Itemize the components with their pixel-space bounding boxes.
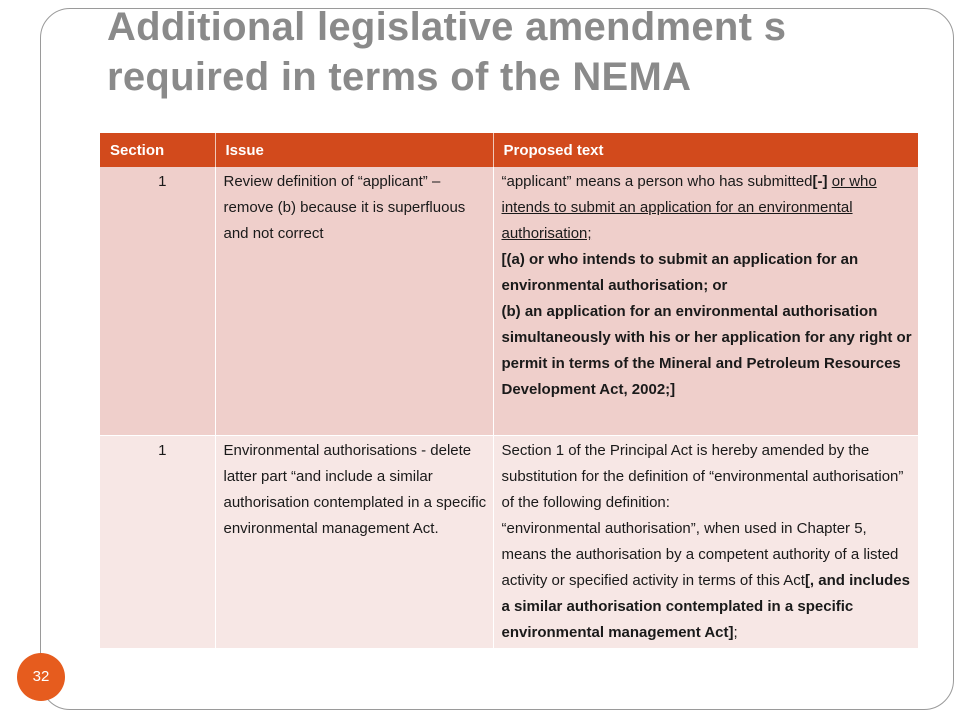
header-issue: Issue [215,133,493,167]
amendments-table-container [100,133,918,715]
row-1-p1-underlined: or who intends to submit an application for an environmental authorisation; [501,173,877,242]
slide-title-line-2: required in terms of the NEMA [107,55,692,99]
slide-title-line-1: Additional legislative amendment s [107,5,787,49]
row-1-issue: Review definition of “applicant” – remove (b) because it is superfluous and not correct [215,167,493,435]
page-number-badge: 32 [17,653,65,701]
row-2-p2-bold: [, and includes a similar authorisation contemplated in a specific environmental management Act] [501,571,910,641]
header-section: Section [100,133,215,167]
row-1-section: 1 [100,167,215,435]
row-1-p3-bold: (b) an application for an environmental authorisation simultaneously with his or her application for any right or permit in terms of the Mineral and Petroleum Resources Development Act, 2002;] [501,303,912,398]
slide-title [107,2,927,102]
row-2-section: 1 [100,435,215,648]
row-2-issue: Environmental authorisations - delete latter part “and include a similar authorisation contemplated in a specific environmental management Act. [215,435,493,648]
table-row [100,167,918,435]
table-row [100,435,918,648]
row-1-p1-bold: [-] [812,173,828,190]
row-2-p2-plain: “environmental authorisation”, when used in Chapter 5, means the authorisation by a competent authority of a listed activity or specified activity in terms of this Act [501,519,899,589]
row-1-p1-plain: “applicant” means a person who has submitted [501,173,813,190]
row-2-proposed-text [493,435,918,648]
amendments-table [100,133,918,648]
header-proposed-text: Proposed text [493,133,918,167]
row-2-p2-end: ; [733,623,738,641]
table-header-row [100,133,918,167]
row-1-p2-bold: [(a) or who intends to submit an application for an environmental authorisation; or [501,251,859,294]
row-1-proposed-text [493,167,918,435]
row-2-p1: Section 1 of the Principal Act is hereby amended by the substitution for the definition of “environmental authorisation” of the following definition: [501,441,904,511]
